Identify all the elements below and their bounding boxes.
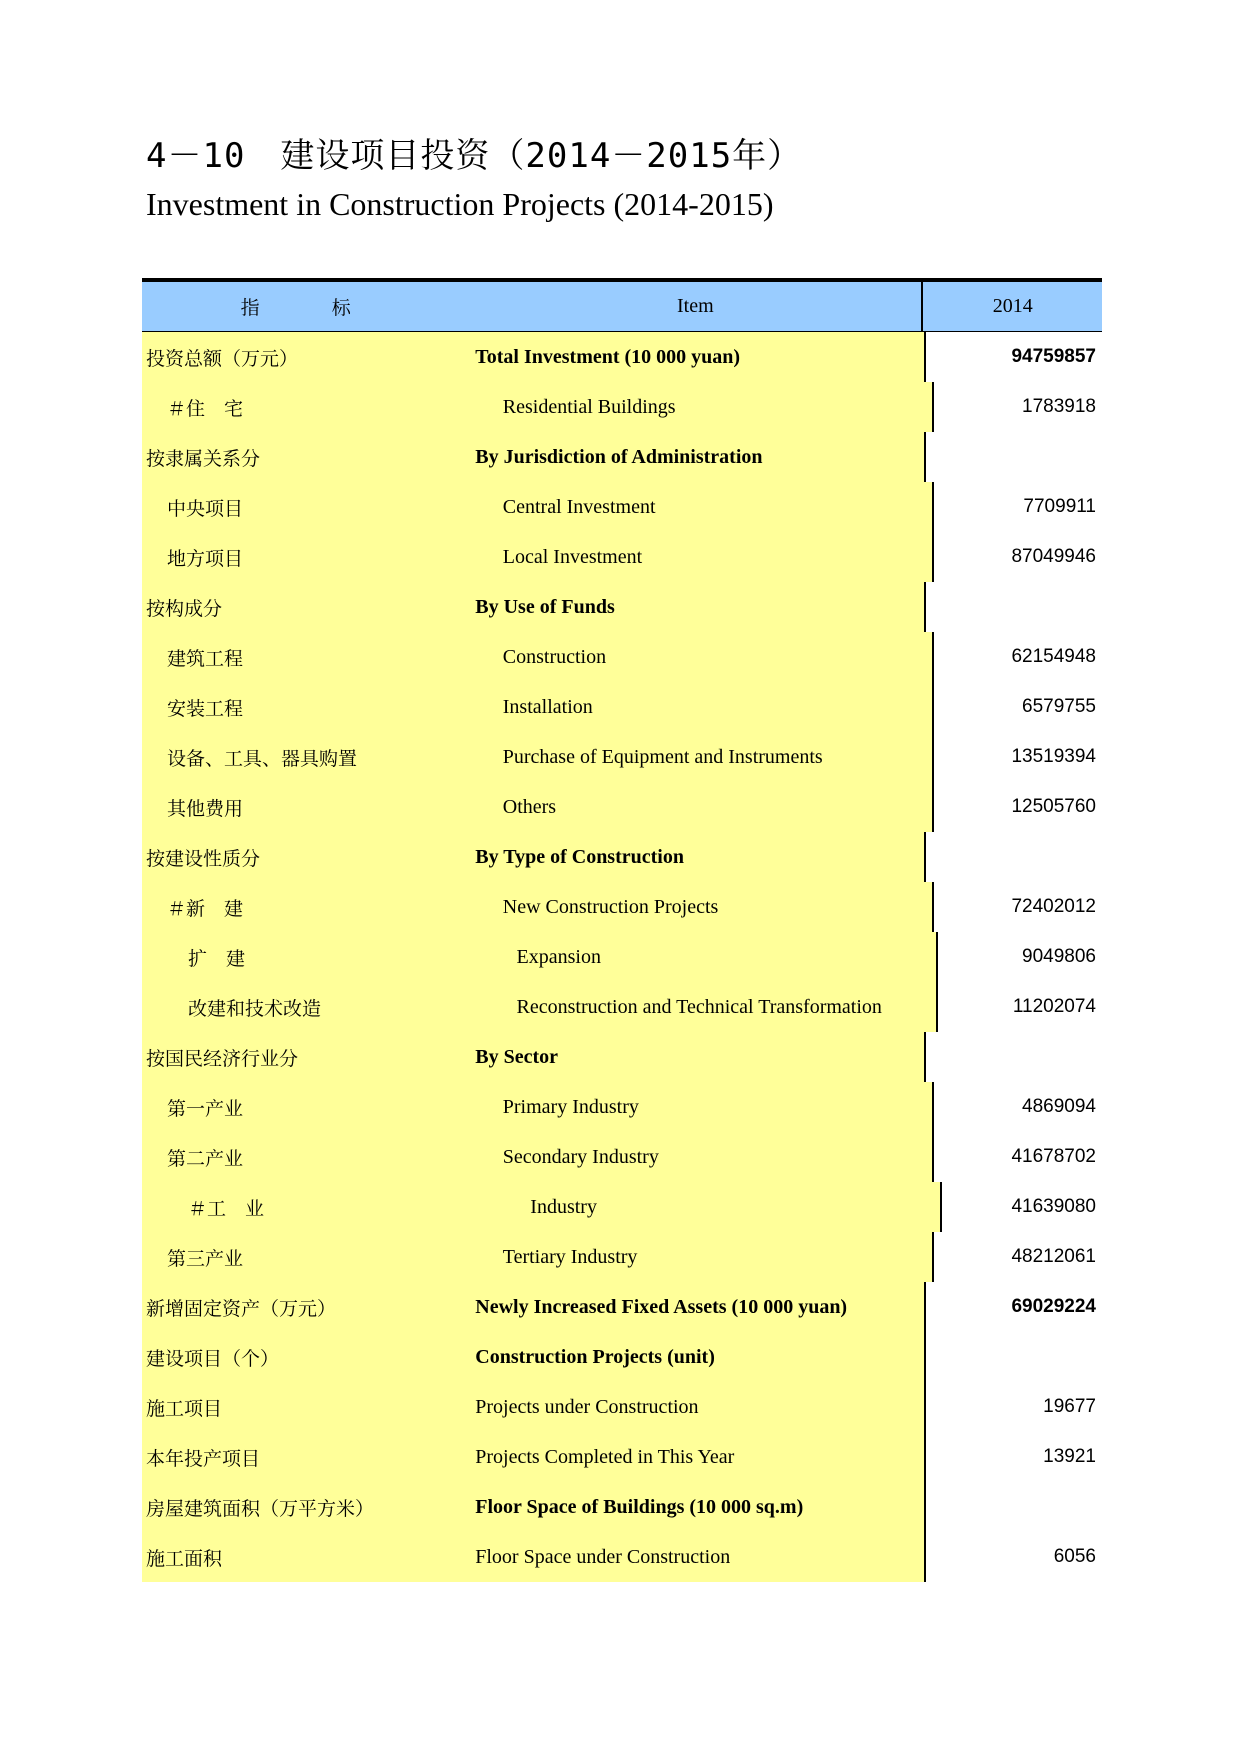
row-label-english: Central Investment: [478, 482, 932, 532]
table-row: [142, 1182, 1102, 1232]
table-row: [142, 1332, 1102, 1382]
row-label-english: Residential Buildings: [478, 382, 932, 432]
table-row: [142, 482, 1102, 532]
table-row: [142, 1482, 1102, 1532]
table-row: [142, 432, 1102, 482]
row-value-2014: 13921: [924, 1432, 1102, 1482]
table-row: [142, 1032, 1102, 1082]
table-row: [142, 782, 1102, 832]
row-value-2014: [924, 582, 1102, 632]
row-value-2014: 19677: [924, 1382, 1102, 1432]
header-indicator-char-2: 标: [331, 297, 351, 319]
row-label-chinese: ＃住 宅: [142, 382, 478, 432]
header-indicator-char-1: 指: [240, 297, 260, 319]
header-year-2014: 2014: [921, 282, 1102, 331]
row-value-2014: [924, 1482, 1102, 1532]
row-value-2014: 72402012: [932, 882, 1102, 932]
table-row: [142, 1432, 1102, 1482]
row-label-chinese: 按国民经济行业分: [142, 1032, 471, 1082]
table-row: [142, 682, 1102, 732]
row-label-english: Installation: [478, 682, 932, 732]
row-label-chinese: 第一产业: [142, 1082, 478, 1132]
row-label-chinese: 第三产业: [142, 1232, 478, 1282]
row-label-chinese: 中央项目: [142, 482, 478, 532]
row-label-english: Local Investment: [478, 532, 932, 582]
investment-table: [142, 278, 1102, 1582]
row-value-2014: 1783918: [932, 382, 1102, 432]
row-value-2014: 87049946: [932, 532, 1102, 582]
table-header-row: [142, 282, 1102, 332]
table-row: [142, 1082, 1102, 1132]
row-value-2014: 13519394: [932, 732, 1102, 782]
row-label-english: Floor Space under Construction: [471, 1532, 924, 1582]
row-value-2014: [924, 432, 1102, 482]
row-label-english: Primary Industry: [478, 1082, 932, 1132]
row-label-chinese: 按构成分: [142, 582, 471, 632]
row-label-chinese: 建设项目（个）: [142, 1332, 471, 1382]
row-value-2014: 48212061: [932, 1232, 1102, 1282]
row-label-chinese: 投资总额（万元）: [142, 332, 471, 382]
row-label-english: Projects under Construction: [471, 1382, 924, 1432]
row-label-chinese: 设备、工具、器具购置: [142, 732, 478, 782]
row-value-2014: 94759857: [924, 332, 1102, 382]
row-label-english: Reconstruction and Technical Transformation: [492, 982, 936, 1032]
table-row: [142, 982, 1102, 1032]
row-label-chinese: ＃新 建: [142, 882, 478, 932]
header-indicator: [142, 282, 469, 331]
table-row: [142, 1282, 1102, 1332]
table-row: [142, 732, 1102, 782]
row-label-english: Expansion: [492, 932, 936, 982]
table-row: [142, 532, 1102, 582]
row-value-2014: [924, 1332, 1102, 1382]
row-label-english: Floor Space of Buildings (10 000 sq.m): [471, 1482, 924, 1532]
row-label-chinese: 改建和技术改造: [142, 982, 492, 1032]
table-row: [142, 882, 1102, 932]
row-label-chinese: 第二产业: [142, 1132, 478, 1182]
row-label-chinese: 本年投产项目: [142, 1432, 471, 1482]
row-label-english: By Jurisdiction of Administration: [471, 432, 924, 482]
row-label-english: Newly Increased Fixed Assets (10 000 yuan): [471, 1282, 924, 1332]
row-value-2014: 4869094: [932, 1082, 1102, 1132]
row-label-english: Industry: [484, 1182, 939, 1232]
row-value-2014: 7709911: [932, 482, 1102, 532]
row-label-chinese: 施工项目: [142, 1382, 471, 1432]
page-title-chinese: 4－10 建设项目投资（2014－2015年）: [146, 136, 803, 176]
row-value-2014: [924, 832, 1102, 882]
row-label-chinese: 新增固定资产（万元）: [142, 1282, 471, 1332]
table-row: [142, 632, 1102, 682]
row-value-2014: 12505760: [932, 782, 1102, 832]
table-row: [142, 832, 1102, 882]
row-label-english: Purchase of Equipment and Instruments: [478, 732, 932, 782]
row-label-english: Construction: [478, 632, 932, 682]
row-label-english: Total Investment (10 000 yuan): [471, 332, 924, 382]
table-row: [142, 1232, 1102, 1282]
row-label-english: New Construction Projects: [478, 882, 932, 932]
table-row: [142, 1132, 1102, 1182]
row-label-english: By Use of Funds: [471, 582, 924, 632]
row-value-2014: 41639080: [940, 1182, 1102, 1232]
row-label-chinese: ＃工 业: [142, 1182, 484, 1232]
row-label-chinese: 安装工程: [142, 682, 478, 732]
row-label-english: Secondary Industry: [478, 1132, 932, 1182]
header-item: Item: [677, 295, 714, 317]
row-value-2014: 11202074: [936, 982, 1102, 1032]
row-label-english: Construction Projects (unit): [471, 1332, 924, 1382]
table-body: [142, 332, 1102, 1582]
row-value-2014: 62154948: [932, 632, 1102, 682]
table-row: [142, 1382, 1102, 1432]
row-label-chinese: 房屋建筑面积（万平方米）: [142, 1482, 471, 1532]
table-row: [142, 932, 1102, 982]
row-label-chinese: 按建设性质分: [142, 832, 471, 882]
row-value-2014: 69029224: [924, 1282, 1102, 1332]
row-label-chinese: 其他费用: [142, 782, 478, 832]
table-row: [142, 582, 1102, 632]
row-label-english: Others: [478, 782, 932, 832]
row-label-chinese: 建筑工程: [142, 632, 478, 682]
table-row: [142, 382, 1102, 432]
row-label-chinese: 扩 建: [142, 932, 492, 982]
row-label-chinese: 按隶属关系分: [142, 432, 471, 482]
row-label-english: Tertiary Industry: [478, 1232, 932, 1282]
table-row: [142, 1532, 1102, 1582]
row-label-chinese: 地方项目: [142, 532, 478, 582]
table-row: [142, 332, 1102, 382]
row-label-english: By Type of Construction: [471, 832, 924, 882]
row-value-2014: 6056: [924, 1532, 1102, 1582]
row-value-2014: 9049806: [936, 932, 1102, 982]
row-value-2014: 6579755: [932, 682, 1102, 732]
row-label-english: By Sector: [471, 1032, 924, 1082]
row-value-2014: [924, 1032, 1102, 1082]
row-label-chinese: 施工面积: [142, 1532, 471, 1582]
page-title-english: Investment in Construction Projects (2014-2015): [146, 186, 774, 222]
row-value-2014: 41678702: [932, 1132, 1102, 1182]
row-label-english: Projects Completed in This Year: [471, 1432, 924, 1482]
